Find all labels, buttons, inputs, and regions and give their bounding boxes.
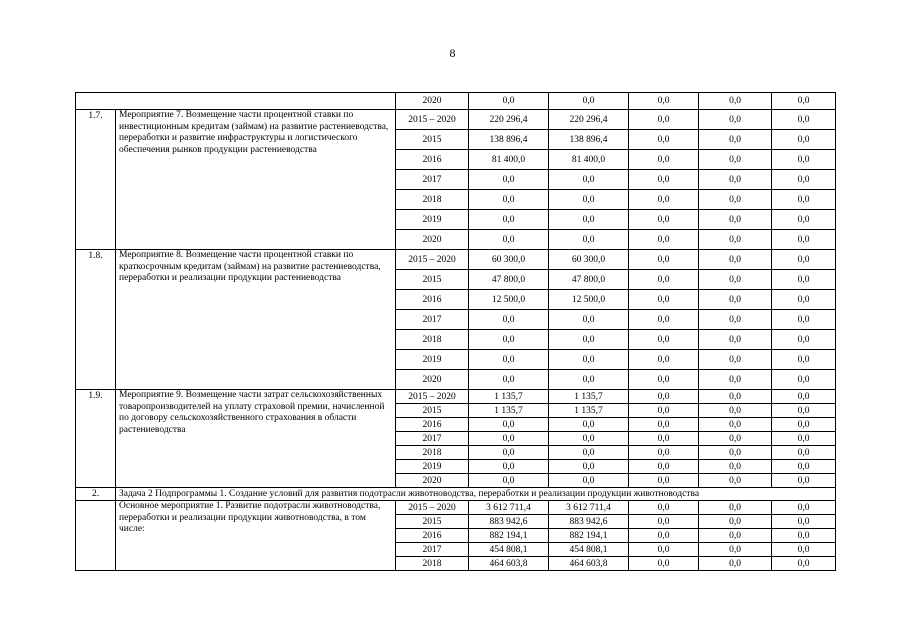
year-cell: 2015 [396,404,469,418]
value-total: 464 603,8 [469,557,549,571]
value-federal-budget: 0,0 [629,404,699,418]
value-total: 81 400,0 [469,150,549,170]
value-federal-budget: 0,0 [629,350,699,370]
value-municipal-budget: 0,0 [699,460,772,474]
value-total: 882 194,1 [469,529,549,543]
value-municipal-budget: 0,0 [699,529,772,543]
value-regional-budget: 12 500,0 [549,290,629,310]
year-cell: 2017 [396,170,469,190]
value-federal-budget: 0,0 [629,210,699,230]
value-regional-budget: 0,0 [549,93,629,110]
value-federal-budget: 0,0 [629,543,699,557]
value-municipal-budget: 0,0 [699,270,772,290]
value-municipal-budget: 0,0 [699,230,772,250]
year-cell: 2020 [396,93,469,110]
year-cell: 2019 [396,460,469,474]
value-total: 3 612 711,4 [469,501,549,515]
value-extrabudgetary: 0,0 [772,170,836,190]
value-total: 220 296,4 [469,110,549,130]
value-municipal-budget: 0,0 [699,404,772,418]
value-extrabudgetary: 0,0 [772,418,836,432]
value-regional-budget: 81 400,0 [549,150,629,170]
value-federal-budget: 0,0 [629,190,699,210]
year-cell: 2018 [396,190,469,210]
value-federal-budget: 0,0 [629,250,699,270]
value-federal-budget: 0,0 [629,130,699,150]
item-description: Мероприятие 9. Возмещение части затрат сельскохозяйственных товаропроизводителей на уплату страховой премии, начисленной по договору сельскохозяйственного страхования в области растениеводства [116,390,396,488]
value-municipal-budget: 0,0 [699,390,772,404]
year-cell: 2016 [396,150,469,170]
value-regional-budget: 0,0 [549,350,629,370]
value-extrabudgetary: 0,0 [772,370,836,390]
value-total: 0,0 [469,432,549,446]
value-municipal-budget: 0,0 [699,93,772,110]
value-regional-budget: 883 942,6 [549,515,629,529]
value-federal-budget: 0,0 [629,370,699,390]
value-municipal-budget: 0,0 [699,190,772,210]
value-total: 1 135,7 [469,390,549,404]
value-municipal-budget: 0,0 [699,418,772,432]
task-title: Задача 2 Подпрограммы 1. Создание условий для развития подотрасли животноводства, переработки и реализации продукции животноводства [116,488,836,501]
value-regional-budget: 464 603,8 [549,557,629,571]
value-extrabudgetary: 0,0 [772,432,836,446]
value-extrabudgetary: 0,0 [772,515,836,529]
value-regional-budget: 1 135,7 [549,390,629,404]
year-cell: 2018 [396,446,469,460]
item-description: Мероприятие 8. Возмещение части процентной ставки по краткосрочным кредитам (займам) на развитие растениеводства, переработки и реализации продукции растениеводства [116,250,396,390]
value-regional-budget: 138 896,4 [549,130,629,150]
value-regional-budget: 0,0 [549,460,629,474]
value-total: 0,0 [469,446,549,460]
value-total: 0,0 [469,93,549,110]
value-extrabudgetary: 0,0 [772,270,836,290]
value-regional-budget: 0,0 [549,190,629,210]
value-extrabudgetary: 0,0 [772,350,836,370]
value-extrabudgetary: 0,0 [772,250,836,270]
value-regional-budget: 0,0 [549,170,629,190]
value-total: 0,0 [469,350,549,370]
value-extrabudgetary: 0,0 [772,210,836,230]
year-cell: 2017 [396,432,469,446]
value-extrabudgetary: 0,0 [772,310,836,330]
item-index: 2. [76,488,116,501]
value-federal-budget: 0,0 [629,110,699,130]
value-federal-budget: 0,0 [629,93,699,110]
value-total: 0,0 [469,190,549,210]
value-regional-budget: 3 612 711,4 [549,501,629,515]
year-cell: 2020 [396,370,469,390]
value-regional-budget: 0,0 [549,370,629,390]
value-municipal-budget: 0,0 [699,515,772,529]
value-extrabudgetary: 0,0 [772,557,836,571]
value-municipal-budget: 0,0 [699,330,772,350]
table-row [76,250,836,270]
item-index: 1.9. [76,390,116,488]
value-total: 0,0 [469,210,549,230]
value-extrabudgetary: 0,0 [772,93,836,110]
value-extrabudgetary: 0,0 [772,460,836,474]
year-cell: 2015 – 2020 [396,110,469,130]
value-municipal-budget: 0,0 [699,310,772,330]
year-cell: 2019 [396,210,469,230]
value-federal-budget: 0,0 [629,529,699,543]
item-index [76,501,116,571]
table-row [76,501,836,515]
value-federal-budget: 0,0 [629,270,699,290]
year-cell: 2015 [396,515,469,529]
value-regional-budget: 1 135,7 [549,404,629,418]
value-extrabudgetary: 0,0 [772,390,836,404]
year-cell: 2017 [396,310,469,330]
item-index: 1.7. [76,110,116,250]
value-regional-budget: 0,0 [549,330,629,350]
value-municipal-budget: 0,0 [699,110,772,130]
item-index: 1.8. [76,250,116,390]
value-municipal-budget: 0,0 [699,446,772,460]
value-regional-budget: 220 296,4 [549,110,629,130]
value-extrabudgetary: 0,0 [772,404,836,418]
year-cell: 2020 [396,474,469,488]
value-total: 0,0 [469,474,549,488]
value-municipal-budget: 0,0 [699,170,772,190]
value-total: 0,0 [469,230,549,250]
value-municipal-budget: 0,0 [699,543,772,557]
value-regional-budget: 0,0 [549,432,629,446]
value-federal-budget: 0,0 [629,474,699,488]
year-cell: 2016 [396,418,469,432]
value-federal-budget: 0,0 [629,390,699,404]
task-row [76,488,836,501]
value-total: 0,0 [469,370,549,390]
table-row [76,110,836,130]
value-extrabudgetary: 0,0 [772,446,836,460]
year-cell: 2015 – 2020 [396,390,469,404]
value-regional-budget: 0,0 [549,446,629,460]
value-regional-budget: 0,0 [549,474,629,488]
value-federal-budget: 0,0 [629,418,699,432]
year-cell: 2015 – 2020 [396,501,469,515]
year-cell: 2015 [396,130,469,150]
value-federal-budget: 0,0 [629,150,699,170]
value-extrabudgetary: 0,0 [772,543,836,557]
year-cell: 2019 [396,350,469,370]
value-extrabudgetary: 0,0 [772,230,836,250]
value-municipal-budget: 0,0 [699,370,772,390]
value-total: 0,0 [469,310,549,330]
value-total: 0,0 [469,330,549,350]
year-cell: 2016 [396,529,469,543]
value-municipal-budget: 0,0 [699,350,772,370]
item-description: Мероприятие 7. Возмещение части процентной ставки по инвестиционным кредитам (займам) на развитие растениеводства, переработки и развитие инфраструктуры и логистического обеспечения рынков продукции растениеводства [116,110,396,250]
value-total: 883 942,6 [469,515,549,529]
value-regional-budget: 0,0 [549,230,629,250]
value-extrabudgetary: 0,0 [772,529,836,543]
value-regional-budget: 882 194,1 [549,529,629,543]
value-extrabudgetary: 0,0 [772,130,836,150]
year-cell: 2015 [396,270,469,290]
value-total: 454 808,1 [469,543,549,557]
value-extrabudgetary: 0,0 [772,290,836,310]
year-cell: 2017 [396,543,469,557]
empty-cell [76,93,396,110]
item-description: Основное мероприятие 1. Развитие подотрасли животноводства, переработки и реализации продукции животноводства, в том числе: [116,501,396,571]
value-federal-budget: 0,0 [629,501,699,515]
table-row [76,93,836,110]
value-federal-budget: 0,0 [629,330,699,350]
value-municipal-budget: 0,0 [699,130,772,150]
value-federal-budget: 0,0 [629,230,699,250]
value-total: 0,0 [469,418,549,432]
value-extrabudgetary: 0,0 [772,190,836,210]
value-municipal-budget: 0,0 [699,250,772,270]
value-extrabudgetary: 0,0 [772,150,836,170]
year-cell: 2015 – 2020 [396,250,469,270]
year-cell: 2016 [396,290,469,310]
value-municipal-budget: 0,0 [699,210,772,230]
value-regional-budget: 47 800,0 [549,270,629,290]
year-cell: 2018 [396,330,469,350]
value-total: 12 500,0 [469,290,549,310]
value-total: 60 300,0 [469,250,549,270]
value-total: 0,0 [469,460,549,474]
value-federal-budget: 0,0 [629,170,699,190]
value-federal-budget: 0,0 [629,557,699,571]
value-total: 1 135,7 [469,404,549,418]
value-federal-budget: 0,0 [629,446,699,460]
value-total: 138 896,4 [469,130,549,150]
value-federal-budget: 0,0 [629,460,699,474]
value-total: 47 800,0 [469,270,549,290]
year-cell: 2018 [396,557,469,571]
value-federal-budget: 0,0 [629,515,699,529]
value-municipal-budget: 0,0 [699,150,772,170]
table-row [76,390,836,404]
value-federal-budget: 0,0 [629,432,699,446]
program-funding-table [75,92,836,571]
year-cell: 2020 [396,230,469,250]
value-municipal-budget: 0,0 [699,290,772,310]
value-federal-budget: 0,0 [629,310,699,330]
value-extrabudgetary: 0,0 [772,501,836,515]
value-municipal-budget: 0,0 [699,501,772,515]
value-regional-budget: 454 808,1 [549,543,629,557]
value-regional-budget: 0,0 [549,310,629,330]
value-regional-budget: 60 300,0 [549,250,629,270]
value-municipal-budget: 0,0 [699,432,772,446]
page-number: 8 [449,46,456,60]
value-municipal-budget: 0,0 [699,557,772,571]
value-total: 0,0 [469,170,549,190]
value-municipal-budget: 0,0 [699,474,772,488]
value-regional-budget: 0,0 [549,210,629,230]
value-extrabudgetary: 0,0 [772,330,836,350]
value-extrabudgetary: 0,0 [772,110,836,130]
value-extrabudgetary: 0,0 [772,474,836,488]
value-regional-budget: 0,0 [549,418,629,432]
value-federal-budget: 0,0 [629,290,699,310]
